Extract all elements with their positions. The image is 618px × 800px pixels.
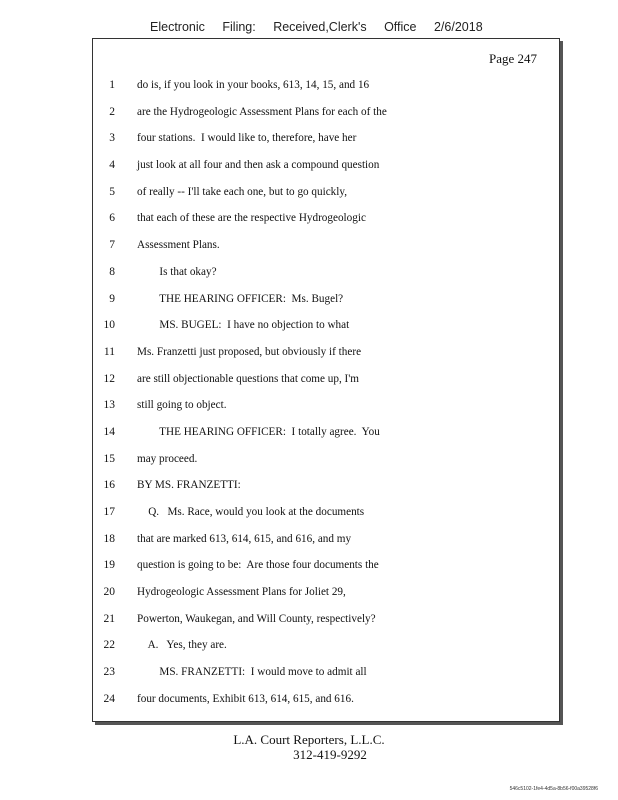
line-number: 1 (109, 79, 115, 91)
transcript-line (93, 665, 559, 692)
line-text: still going to object. (137, 399, 227, 412)
line-number: 18 (103, 532, 115, 545)
transcript-line (93, 398, 559, 425)
line-number: 16 (103, 479, 115, 492)
transcript-line (93, 692, 559, 719)
line-number: 19 (103, 559, 115, 572)
transcript-line (93, 238, 559, 265)
line-text: BY MS. FRANZETTI: (137, 479, 241, 492)
transcript-line (93, 265, 559, 292)
transcript-line (93, 585, 559, 612)
transcript-line (93, 478, 559, 505)
transcript-line (93, 211, 559, 238)
line-number: 22 (103, 639, 115, 652)
transcript-line (93, 158, 559, 185)
transcript-line (93, 185, 559, 212)
line-text: Powerton, Waukegan, and Will County, respectively? (137, 612, 376, 625)
line-text: question is going to be: Are those four documents the (137, 559, 379, 572)
page-number: Page 247 (488, 51, 537, 66)
filing-stamp-part: Office (384, 20, 417, 34)
line-number: 3 (109, 132, 115, 145)
filing-stamp-part: Electronic (150, 20, 205, 34)
line-text: Ms. Franzetti just proposed, but obviously if there (137, 345, 362, 358)
line-number: 23 (103, 666, 115, 679)
line-number: 5 (109, 185, 115, 198)
transcript-line (93, 318, 559, 345)
line-text: are the Hydrogeologic Assessment Plans for each of the (137, 105, 387, 118)
transcript-line (93, 612, 559, 639)
line-text: Hydrogeologic Assessment Plans for Joliet 29, (137, 586, 346, 599)
line-text: four stations. I would like to, therefore, have her (137, 132, 357, 145)
document-id: 546c5102-1fe4-4d5a-8b56-f00a39528f6 (509, 786, 598, 792)
transcript-line (93, 345, 559, 372)
filing-stamp-date: 2/6/2018 (433, 20, 483, 34)
line-text: just look at all four and then ask a compound question (137, 159, 380, 172)
line-text: of really -- I'll take each one, but to go quickly, (137, 185, 348, 198)
line-text: THE HEARING OFFICER: I totally agree. You (137, 425, 380, 438)
line-number: 13 (103, 399, 115, 412)
line-number: 10 (103, 319, 115, 332)
line-text: Q. Ms. Race, would you look at the documents (137, 506, 365, 518)
filing-stamp (150, 20, 483, 34)
filing-stamp-part: Filing: (222, 20, 256, 34)
line-text: do is, if you look in your books, 613, 14, 15, and 16 (137, 79, 370, 91)
transcript-line (93, 452, 559, 479)
filing-stamp-part: Received,Clerk's (273, 20, 367, 34)
line-text: MS. FRANZETTI: I would move to admit all (137, 666, 367, 679)
transcript-line (93, 131, 559, 158)
line-number: 6 (109, 212, 115, 225)
line-number: 21 (103, 612, 115, 625)
transcript-line (93, 505, 559, 532)
line-text: four documents, Exhibit 613, 614, 615, and 616. (137, 692, 354, 705)
line-text: Is that okay? (137, 265, 217, 278)
transcript-line (93, 372, 559, 399)
line-number: 14 (103, 425, 115, 438)
line-text: A. Yes, they are. (137, 639, 227, 652)
line-text: may proceed. (137, 452, 198, 465)
line-text: that each of these are the respective Hydrogeologic (137, 212, 366, 225)
line-number: 2 (109, 105, 115, 118)
transcript-page (92, 38, 560, 722)
line-text: Assessment Plans. (137, 239, 220, 252)
line-number: 7 (109, 239, 115, 252)
reporter-phone: 312-419-9292 (293, 747, 367, 762)
footer (0, 732, 618, 762)
transcript-line (93, 638, 559, 665)
line-number: 24 (103, 692, 115, 705)
transcript-lines (93, 78, 559, 719)
line-text: MS. BUGEL: I have no objection to what (137, 319, 350, 332)
transcript-line (93, 292, 559, 319)
line-number: 15 (103, 452, 115, 465)
line-number: 9 (109, 292, 115, 305)
line-number: 8 (109, 265, 115, 278)
reporter-company: L.A. Court Reporters, L.L.C. (233, 732, 385, 747)
line-number: 11 (103, 345, 115, 358)
line-number: 20 (103, 586, 115, 599)
transcript-line (93, 78, 559, 105)
line-text: that are marked 613, 614, 615, and 616, and my (137, 532, 352, 545)
line-number: 17 (103, 506, 115, 518)
line-text: THE HEARING OFFICER: Ms. Bugel? (137, 292, 344, 305)
transcript-line (93, 105, 559, 132)
line-number: 4 (109, 159, 115, 172)
transcript-line (93, 532, 559, 559)
line-text: are still objectionable questions that come up, I'm (137, 372, 359, 385)
transcript-line (93, 425, 559, 452)
transcript-line (93, 558, 559, 585)
line-number: 12 (103, 372, 115, 385)
